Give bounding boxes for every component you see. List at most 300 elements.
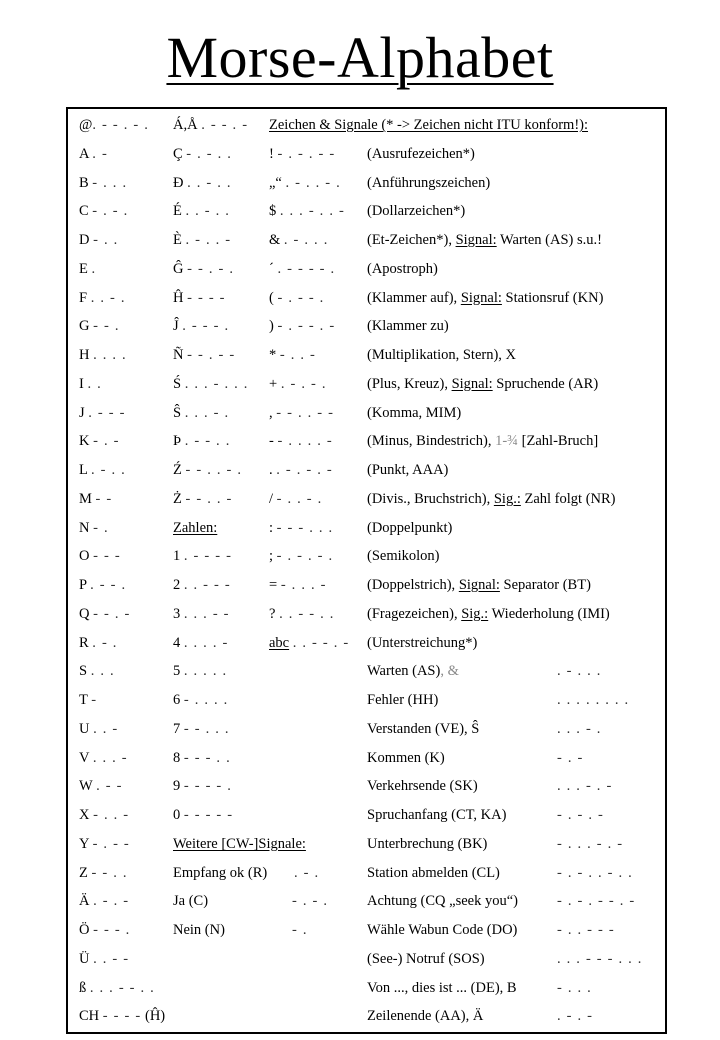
symbol-code: - - . . - - <box>276 404 335 421</box>
signal-label <box>367 744 445 772</box>
letter-27-code: - - - . <box>93 922 131 938</box>
letter-0 <box>79 140 108 168</box>
symbol-desc-text: (Divis., Bruchstrich), <box>367 490 494 507</box>
table-row <box>68 140 665 168</box>
symbol-description <box>367 341 516 369</box>
symbol-description <box>367 571 591 599</box>
symbol-code: - . - . - . <box>276 548 334 565</box>
special-letter-3 <box>173 226 231 254</box>
letter-24-char: Y <box>79 835 89 852</box>
symbol-desc-text: (Semikolon) <box>367 548 440 565</box>
special-letter-11-code: - - . . - . <box>185 462 243 478</box>
number-1-char: 2 <box>173 577 181 593</box>
signal-code: . - . . . <box>557 663 602 680</box>
signal-label <box>367 887 518 915</box>
symbol-desc-text: (Komma, MIM) <box>367 404 462 421</box>
number-3 <box>173 629 229 657</box>
symbol-desc-text: (Apostroph) <box>367 260 438 277</box>
signal-name: Wähle Wabun Code (DO) <box>367 922 518 938</box>
letter-22-code: . - - <box>96 778 123 795</box>
symbol-description <box>367 427 598 455</box>
letter-29-code: . . . - - . . <box>89 979 156 996</box>
letter-14-char: O <box>79 548 90 565</box>
signal-name: Verkehrsende (SK) <box>367 778 478 795</box>
number-6-char: 7 <box>173 720 181 737</box>
signal-label: Signal: <box>458 577 500 593</box>
letter-16-code: - - . - <box>93 605 131 622</box>
signal-code: - . . . - . - <box>557 835 624 852</box>
symbol-description <box>367 600 610 628</box>
special-letter-3-code: . - . . - <box>185 232 232 248</box>
letter-15-char: P <box>79 577 87 593</box>
symbol-char: „“ <box>269 174 282 191</box>
symbol-desc-text: (Et-Zeichen*), <box>367 232 456 248</box>
signal-name: Achtung (CQ „seek you“) <box>367 893 518 910</box>
symbol-desc-text: (Dollarzeichen*) <box>367 203 466 220</box>
letter-4-char: E <box>79 260 88 277</box>
symbol-code: . . - - . . <box>279 605 335 622</box>
signal-code: . . . - - - . . . <box>557 950 643 967</box>
letter-21-code: . . . - <box>92 749 128 766</box>
special-letter-6-code: . - - - . <box>182 318 230 335</box>
symbol-desc-text: (Anführungszeichen) <box>367 174 491 191</box>
number-8-code: - - - - . <box>183 778 233 795</box>
signal-code: . . . - . - <box>557 778 613 795</box>
symbol-code: - . - - . <box>277 289 325 306</box>
number-8-char: 9 <box>173 778 181 795</box>
number-6 <box>173 715 230 743</box>
special-letter-0-char: Ç <box>173 145 183 162</box>
signal-name: Unterbrechung (BK) <box>367 835 488 852</box>
cw-signal-label: Ja (C) <box>173 893 209 910</box>
letter-22-char: W <box>79 778 93 795</box>
number-4-code: . . . . . <box>183 663 228 680</box>
symbol-entry-8 <box>269 370 327 398</box>
letter-12-code: - - <box>95 490 113 507</box>
letter-17-code: . - . <box>92 634 118 651</box>
letter-19 <box>79 686 97 714</box>
letter-21-char: V <box>79 749 90 766</box>
number-5 <box>173 686 229 714</box>
cw-signal-label: Nein (N) <box>173 922 225 938</box>
letter-1-code: - . . . <box>92 174 128 191</box>
signal-name: Station abmelden (CL) <box>367 864 500 881</box>
a-acute-entry: Á,Å . - - . - <box>173 117 249 133</box>
special-letter-10-char: Þ <box>173 433 182 450</box>
symbol-entry-12 <box>269 485 323 513</box>
table-row <box>68 887 665 915</box>
letter-2-char: C <box>79 203 89 220</box>
symbol-entry-7 <box>269 341 316 369</box>
symbol-desc-rest: Wiederholung (IMI) <box>488 605 610 622</box>
symbol-description <box>367 399 461 427</box>
letter-13-char: N <box>79 519 90 536</box>
letter-26 <box>79 887 129 915</box>
letter-29 <box>79 974 155 1002</box>
signal-label: Signal: <box>455 232 497 248</box>
letter-20-char: U <box>79 720 90 737</box>
signal-name: Fehler (HH) <box>367 692 439 708</box>
signal-label <box>367 830 487 858</box>
letter-16-char: Q <box>79 605 90 622</box>
letter-29-char: ß <box>79 979 87 996</box>
number-9-char: 0 <box>173 807 181 823</box>
letter-17-char: R <box>79 634 89 651</box>
symbol-desc-rest: Spruchende (AR) <box>492 375 599 392</box>
symbol-code: - . . - <box>279 347 317 363</box>
special-letter-0-code: - . - . . <box>186 145 233 162</box>
fraction-note: 1-¾ <box>495 433 519 450</box>
symbol-description <box>367 312 449 340</box>
signal-code: . - . - <box>557 1008 594 1025</box>
table-row <box>68 197 665 225</box>
table-row <box>68 571 665 599</box>
letter-25 <box>79 859 128 887</box>
number-1 <box>173 571 231 599</box>
signal-name: Kommen (K) <box>367 749 445 766</box>
letter-26-char: Ä <box>79 893 90 910</box>
letter-28-char: Ü <box>79 950 90 967</box>
symbol-code: . - . - . <box>280 375 327 392</box>
special-letter-9-char: Ŝ <box>173 404 182 421</box>
symbol-char: abc <box>269 634 290 651</box>
special-letter-4-code: - - . - . <box>187 260 235 277</box>
symbol-code: - . . . - <box>280 577 327 593</box>
numbers-heading: Zahlen: <box>173 519 218 536</box>
letter-14 <box>79 542 121 570</box>
table-row <box>68 916 665 944</box>
signal-name: (See-) Notruf (SOS) <box>367 950 485 967</box>
letter-16 <box>79 600 131 628</box>
special-letter-1-code: . . - . . <box>187 174 232 191</box>
table-row <box>68 1002 665 1030</box>
symbol-char: , <box>269 404 273 421</box>
symbol-desc-text: (Punkt, AAA) <box>367 462 449 478</box>
symbol-description <box>367 456 448 484</box>
letter-5 <box>79 284 126 312</box>
letter-1-char: B <box>79 174 89 191</box>
cw-signal-code: . - . <box>294 864 320 881</box>
number-0-code: . - - - - <box>183 548 233 565</box>
letter-18-char: S <box>79 663 88 680</box>
table-row <box>68 169 665 197</box>
symbol-description <box>367 629 477 657</box>
signal-label <box>367 945 485 973</box>
symbol-description <box>367 514 452 542</box>
symbol-desc-text: (Minus, Bindestrich), <box>367 433 496 450</box>
letter-17 <box>79 629 118 657</box>
cw-signal-code: - . <box>292 922 308 938</box>
letter-23-char: X <box>79 807 90 823</box>
special-letter-1-char: Đ <box>173 174 184 191</box>
special-letter-7-code: - - . - - <box>187 347 236 363</box>
special-letter-1 <box>173 169 232 197</box>
letter-30-char: CH <box>79 1008 100 1025</box>
cw-signal-label: Empfang ok (R) <box>173 864 268 881</box>
signal-label <box>367 686 438 714</box>
table-row <box>68 974 665 1002</box>
letter-30-suffix: (Ĥ) <box>145 1008 166 1025</box>
symbol-code: . - . . - . <box>285 174 341 191</box>
table-header-row <box>68 111 665 139</box>
special-letter-8-char: Ś <box>173 375 182 392</box>
letter-5-code: . . - . <box>90 289 126 306</box>
symbol-entry-17 <box>269 629 349 657</box>
table-row <box>68 600 665 628</box>
letter-30-code: - - - - <box>102 1008 142 1025</box>
signal-label <box>367 801 506 829</box>
symbol-entry-0 <box>269 140 335 168</box>
symbol-char: . <box>269 462 273 478</box>
letter-14-code: - - - <box>93 548 121 565</box>
letter-6-char: G <box>79 318 90 335</box>
number-2-char: 3 <box>173 605 181 622</box>
letter-27-char: Ö <box>79 922 90 938</box>
letter-15 <box>79 571 126 599</box>
symbol-char: - <box>269 433 274 450</box>
signal-code: - . - . . - . . <box>557 864 633 881</box>
table-row <box>68 399 665 427</box>
letter-11-code: . - . . <box>90 462 126 478</box>
symbol-code: . . - - . - <box>292 634 350 651</box>
letter-15-code: . - - . <box>90 577 127 593</box>
number-3-char: 4 <box>173 634 181 651</box>
signal-label <box>367 974 517 1002</box>
signal-name: Warten (AS) <box>367 663 441 680</box>
symbol-desc-text: (Plus, Kreuz), <box>367 375 452 392</box>
signal-label <box>367 772 478 800</box>
signal-code: - . - <box>557 749 584 766</box>
symbol-desc-text: (Fragezeichen), <box>367 605 462 622</box>
table-row <box>68 485 665 513</box>
symbol-char: ? <box>269 605 276 622</box>
number-0-char: 1 <box>173 548 181 565</box>
letter-25-code: - - . . <box>91 864 128 881</box>
symbol-desc-text: (Ausrufezeichen*) <box>367 145 475 162</box>
symbol-desc-rest: [Zahl-Bruch] <box>518 433 599 450</box>
special-letter-4-char: Ĝ <box>173 260 184 277</box>
letter-27 <box>79 916 131 944</box>
letter-24 <box>79 830 130 858</box>
signal-code: . . . - . <box>557 720 602 737</box>
table-row <box>68 629 665 657</box>
letter-8 <box>79 370 102 398</box>
letter-24-code: - . - - <box>92 835 130 852</box>
symbol-char: / <box>269 490 274 507</box>
letter-0-code: . - <box>92 145 108 162</box>
page-title: Morse-Alphabet <box>166 25 554 90</box>
at-sign-entry: @. - - . - . <box>79 117 150 133</box>
symbol-description <box>367 542 440 570</box>
letter-18 <box>79 657 115 685</box>
symbol-desc-text: (Unterstreichung*) <box>367 634 478 651</box>
special-letter-10-code: . - - . . <box>184 433 231 450</box>
letter-2-code: - . - . <box>92 203 129 220</box>
table-row <box>68 542 665 570</box>
signal-name: Verstanden (VE), Ŝ <box>367 720 480 737</box>
letter-11 <box>79 456 126 484</box>
letter-6-code: - - . <box>93 318 120 335</box>
letter-22 <box>79 772 123 800</box>
signal-name: Von ..., dies ist ... (DE), B <box>367 979 517 996</box>
signal-label <box>367 1002 483 1030</box>
symbol-description <box>367 140 475 168</box>
letter-21 <box>79 744 128 772</box>
special-letter-11 <box>173 456 242 484</box>
letter-28-code: . . - - <box>93 950 130 967</box>
signal-code: . . . . . . . . <box>557 692 630 708</box>
special-letter-6 <box>173 312 229 340</box>
special-letter-7-char: Ñ <box>173 347 184 363</box>
number-2 <box>173 600 230 628</box>
table-row <box>68 341 665 369</box>
letter-20-code: . . - <box>93 720 119 737</box>
symbol-description <box>367 226 602 254</box>
table-row <box>68 801 665 829</box>
number-2-code: . . . - - <box>183 605 230 622</box>
cw-signal-code: - . - . <box>292 893 329 910</box>
symbol-code: - - - . . . <box>276 519 334 536</box>
more-signals-heading: Weitere [CW-]Signale: <box>173 835 306 852</box>
letter-30 <box>79 1002 165 1030</box>
signal-code: - . . - - - <box>557 922 615 938</box>
signal-label: Sig.: <box>493 490 521 507</box>
signal-label <box>367 657 459 685</box>
table-row <box>68 255 665 283</box>
number-5-code: - . . . . <box>183 692 229 708</box>
symbol-char: & <box>269 232 281 248</box>
letter-3-code: - . . <box>93 232 119 248</box>
symbol-char: ) <box>269 318 274 335</box>
special-letter-9 <box>173 399 229 427</box>
letter-2 <box>79 197 128 225</box>
signal-label: Signal: <box>451 375 493 392</box>
symbol-char: = <box>269 577 278 593</box>
letter-13-code: - . <box>93 519 109 536</box>
special-letter-12-code: - - . . - <box>185 490 233 507</box>
table-row <box>68 715 665 743</box>
symbol-code: . - . . . <box>283 232 329 248</box>
special-letter-5 <box>173 284 226 312</box>
symbol-code: . . . - . . - <box>279 203 346 220</box>
special-letter-3-char: È <box>173 232 182 248</box>
letter-25-char: Z <box>79 864 88 881</box>
special-letter-10 <box>173 427 231 455</box>
number-4 <box>173 657 227 685</box>
letter-7 <box>79 341 127 369</box>
number-0 <box>173 542 232 570</box>
symbol-code: - . - . - - <box>277 145 336 162</box>
table-row <box>68 859 665 887</box>
symbol-entry-1 <box>269 169 341 197</box>
symbol-char: * <box>269 347 277 363</box>
special-letter-0 <box>173 140 232 168</box>
letter-6 <box>79 312 120 340</box>
symbol-desc-text: (Doppelpunkt) <box>367 519 453 536</box>
table-row <box>68 284 665 312</box>
symbol-char: : <box>269 519 274 536</box>
signal-label <box>367 859 500 887</box>
letter-19-char: T <box>79 692 88 708</box>
symbol-desc-text: (Klammer zu) <box>367 318 449 335</box>
symbol-entry-2 <box>269 197 345 225</box>
letter-10 <box>79 427 120 455</box>
special-letter-2-char: É <box>173 203 182 220</box>
letter-10-code: - . - <box>93 433 120 450</box>
symbols-heading: Zeichen & Signale (* -> Zeichen nicht ITU konform!): <box>269 117 589 133</box>
special-letter-5-code: - - - - <box>187 289 226 306</box>
number-3-code: . . . . - <box>183 634 229 651</box>
table-row <box>68 657 665 685</box>
table-row <box>68 312 665 340</box>
signal-name: Zeilenende (AA), Ä <box>367 1008 484 1025</box>
table-row <box>68 686 665 714</box>
letter-26-code: . - . - <box>93 893 130 910</box>
number-8 <box>173 772 232 800</box>
symbol-desc-rest: Warten (AS) s.u.! <box>496 232 602 248</box>
symbol-code: - . - - . - <box>277 318 336 335</box>
special-letter-8-code: . . . - . . . <box>184 375 249 392</box>
letter-4-code: . <box>91 260 97 277</box>
letter-12 <box>79 485 112 513</box>
number-7-char: 8 <box>173 749 181 766</box>
symbol-entry-6 <box>269 312 335 340</box>
table-row <box>68 830 665 858</box>
letter-0-char: A <box>79 145 89 162</box>
letter-19-code: - <box>91 692 98 708</box>
letter-4 <box>79 255 96 283</box>
special-letter-4 <box>173 255 234 283</box>
letter-9 <box>79 399 126 427</box>
symbol-entry-10 <box>269 427 333 455</box>
signal-label <box>367 916 517 944</box>
symbol-code: . - - - - . <box>277 260 336 277</box>
table-row <box>68 456 665 484</box>
special-letter-8 <box>173 370 249 398</box>
symbol-entry-14 <box>269 542 333 570</box>
symbol-char: $ <box>269 203 277 220</box>
letter-8-code: . . <box>87 375 102 392</box>
number-1-code: . . - - - <box>183 577 231 593</box>
letter-13 <box>79 514 109 542</box>
symbol-desc-text: (Doppelstrich), <box>367 577 459 593</box>
letter-3 <box>79 226 118 254</box>
symbol-entry-9 <box>269 399 334 427</box>
letter-20 <box>79 715 118 743</box>
letter-8-char: I <box>79 375 84 392</box>
letter-3-char: D <box>79 232 90 248</box>
symbol-entry-5 <box>269 284 325 312</box>
symbol-code: - . . . . - <box>277 433 333 450</box>
signal-code: - . . . <box>557 979 592 996</box>
morse-table <box>66 107 667 1034</box>
special-letter-12 <box>173 485 233 513</box>
symbol-desc-text: (Klammer auf), <box>367 289 461 306</box>
letter-9-char: J <box>79 404 85 421</box>
table-row <box>68 427 665 455</box>
symbol-description <box>367 284 603 312</box>
signal-label: Signal: <box>460 289 502 306</box>
special-letter-11-char: Ź <box>173 462 182 478</box>
special-letter-5-char: Ĥ <box>173 289 184 306</box>
table-row <box>68 370 665 398</box>
symbol-char: ´ <box>269 260 274 277</box>
symbol-entry-3 <box>269 226 329 254</box>
letter-9-code: . - - - <box>88 404 126 421</box>
letter-12-char: M <box>79 490 92 507</box>
number-5-char: 6 <box>173 692 181 708</box>
table-row <box>68 514 665 542</box>
